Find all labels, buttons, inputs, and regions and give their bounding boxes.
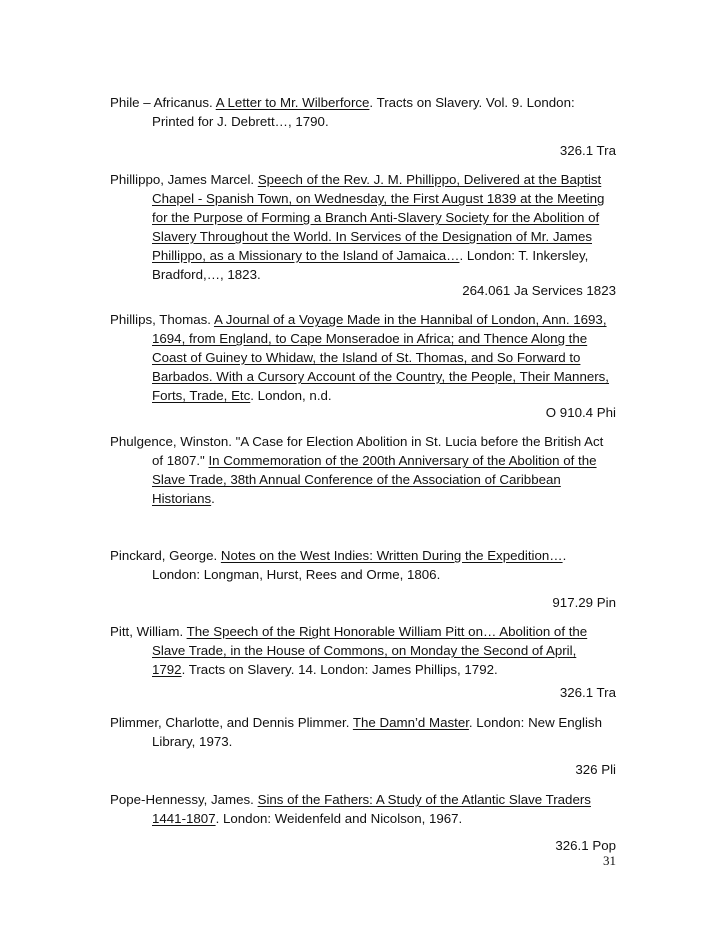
bib-entry-pinckard bbox=[110, 546, 616, 584]
entry-line: Phillippo, as a Missionary to the Island of Jamaica…. London: T. Inkersley, bbox=[152, 248, 589, 263]
call-number: 326.1 Tra bbox=[559, 685, 616, 700]
entry-line: Slavery Throughout the World. In Services of the Designation of Mr. James bbox=[152, 229, 592, 244]
bib-entry-phile-africanus bbox=[110, 93, 616, 131]
entry-line: Pitt, William. The Speech of the Right Honorable William Pitt on… Abolition of the bbox=[110, 624, 588, 639]
entry-title: The Speech of the Right Honorable William Pitt on… Abolition of the bbox=[186, 624, 588, 639]
call-number: 326.1 Pop bbox=[555, 838, 616, 853]
page-number: 31 bbox=[603, 853, 616, 868]
bib-entry-phillips bbox=[110, 310, 616, 405]
entry-title: A Letter to Mr. Wilberforce bbox=[215, 95, 370, 110]
entry-line: Library, 1973. bbox=[152, 734, 233, 749]
call-number: 326 Pli bbox=[575, 762, 616, 777]
entry-line: Chapel - Spanish Town, on Wednesday, the First August 1839 at the Meeting bbox=[152, 191, 605, 206]
bib-entry-plimmer bbox=[110, 713, 616, 751]
call-number: O 910.4 Phi bbox=[545, 405, 616, 420]
entry-line: 1694, from England, to Cape Monseradoe in Africa; and Thence Along the bbox=[152, 331, 588, 346]
entry-line: Coast of Guiney to Whidaw, the Island of St. Thomas, and So Forward to bbox=[152, 350, 581, 365]
entry-line: London: Longman, Hurst, Rees and Orme, 1806. bbox=[152, 567, 441, 582]
entry-title: The Damn’d Master bbox=[352, 715, 469, 730]
entry-line: for the Purpose of Forming a Branch Anti-Slavery Society for the Abolition of bbox=[152, 210, 600, 225]
entry-line: Phillips, Thomas. A Journal of a Voyage Made in the Hannibal of London, Ann. 1693, bbox=[110, 312, 607, 327]
bib-entry-phulgence bbox=[110, 432, 616, 508]
call-number: 917.29 Pin bbox=[552, 595, 616, 610]
entry-line: Pope-Hennessy, James. Sins of the Fathers: A Study of the Atlantic Slave Traders bbox=[110, 792, 591, 807]
entry-line: Phulgence, Winston. "A Case for Election Abolition in St. Lucia before the British Act bbox=[110, 434, 604, 449]
entry-line: Printed for J. Debrett…, 1790. bbox=[152, 114, 329, 129]
entry-title: In Commemoration of the 200th Anniversary of the Abolition of the bbox=[208, 453, 597, 468]
entry-line: Slave Trade, in the House of Commons, on Monday the Second of April, bbox=[152, 643, 577, 658]
entry-title: Sins of the Fathers: A Study of the Atlantic Slave Traders bbox=[257, 792, 591, 807]
bib-entry-pope-hennessy bbox=[110, 790, 616, 828]
entry-line: Plimmer, Charlotte, and Dennis Plimmer. The Damn’d Master. London: New English bbox=[110, 715, 602, 730]
entry-line: Forts, Trade, Etc. London, n.d. bbox=[152, 388, 332, 403]
entry-line: 1792. Tracts on Slavery. 14. London: James Phillips, 1792. bbox=[152, 662, 498, 677]
bib-entry-pitt bbox=[110, 622, 616, 679]
call-number: 326.1 Tra bbox=[559, 143, 616, 158]
entry-line: of 1807." In Commemoration of the 200th Anniversary of the Abolition of the bbox=[152, 453, 597, 468]
entry-line: Phillippo, James Marcel. Speech of the Rev. J. M. Phillippo, Delivered at the Baptist bbox=[110, 172, 602, 187]
entry-line: 1441-1807. London: Weidenfeld and Nicolson, 1967. bbox=[152, 811, 463, 826]
entry-title: Speech of the Rev. J. M. Phillippo, Delivered at the Baptist bbox=[257, 172, 602, 187]
entry-line: Bradford,…, 1823. bbox=[152, 267, 261, 282]
entry-line: Pinckard, George. Notes on the West Indies: Written During the Expedition…. bbox=[110, 548, 567, 563]
call-number: 264.061 Ja Services 1823 bbox=[462, 283, 616, 298]
entry-line: Barbados. With a Cursory Account of the Country, the People, Their Manners, bbox=[152, 369, 610, 384]
entry-line: Historians. bbox=[152, 491, 215, 506]
entry-title: Notes on the West Indies: Written During the Expedition… bbox=[220, 548, 563, 563]
entry-title: A Journal of a Voyage Made in the Hannibal of London, Ann. 1693, bbox=[213, 312, 607, 327]
bib-entry-phillippo bbox=[110, 170, 616, 284]
entry-line: Slave Trade, 38th Annual Conference of the Association of Caribbean bbox=[152, 472, 561, 487]
entry-line: Phile – Africanus. A Letter to Mr. Wilberforce. Tracts on Slavery. Vol. 9. London: bbox=[110, 95, 575, 110]
